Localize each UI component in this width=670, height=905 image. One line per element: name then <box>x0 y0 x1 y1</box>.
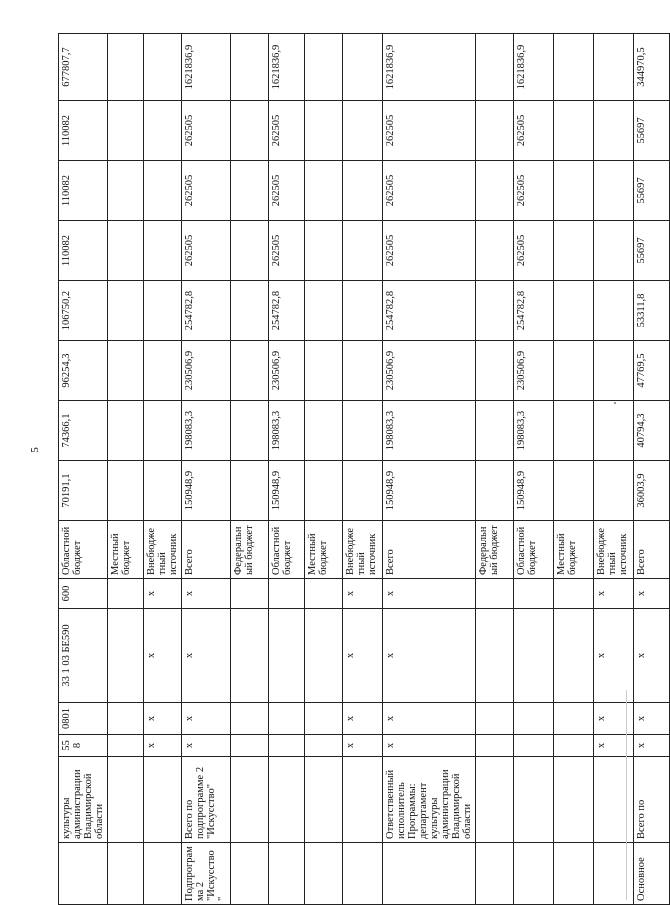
cell-vr: 600 <box>59 579 108 609</box>
cell-y2018: 254782,8 <box>514 281 554 341</box>
cell-y2016 <box>305 401 343 461</box>
cell-vr <box>554 579 594 609</box>
cell-rzpr <box>305 703 343 735</box>
table-row <box>59 34 108 905</box>
cell-name <box>269 843 305 905</box>
cell-name <box>343 843 383 905</box>
cell-y2019: 262505 <box>383 221 476 281</box>
cell-y2015: 150948,9 <box>514 461 554 521</box>
cell-responsible <box>554 757 594 843</box>
cell-vr: x <box>343 579 383 609</box>
cell-y2021: 262505 <box>514 101 554 161</box>
cell-name <box>594 843 634 905</box>
cell-y2020 <box>343 161 383 221</box>
cell-y2020: 110082 <box>59 161 108 221</box>
table-row <box>144 34 182 905</box>
cell-y2016: 74366,1 <box>59 401 108 461</box>
cell-source: Местный бюджет <box>554 521 594 579</box>
cell-grbs <box>305 735 343 757</box>
cell-name <box>108 843 144 905</box>
cell-y2017: 230506,9 <box>182 341 231 401</box>
cell-total <box>554 34 594 101</box>
cell-y2021 <box>231 101 269 161</box>
cell-grbs: x <box>144 735 182 757</box>
cell-rzpr <box>476 703 514 735</box>
cell-y2020: 55697 <box>634 161 670 221</box>
table-row <box>269 34 305 905</box>
cell-rzpr: 0801 <box>59 703 108 735</box>
cell-total: 1621836,9 <box>182 34 231 101</box>
cell-y2015: 150948,9 <box>182 461 231 521</box>
cell-responsible <box>476 757 514 843</box>
cell-name <box>383 843 476 905</box>
cell-responsible <box>305 757 343 843</box>
cell-y2021: 55697 <box>634 101 670 161</box>
table-row <box>108 34 144 905</box>
cell-vr <box>231 579 269 609</box>
cell-grbs <box>231 735 269 757</box>
cell-vr <box>476 579 514 609</box>
cell-source: Внебюджетный источник <box>343 521 383 579</box>
cell-responsible <box>108 757 144 843</box>
binder-line <box>626 690 627 900</box>
cell-name <box>231 843 269 905</box>
cell-grbs <box>554 735 594 757</box>
cell-grbs <box>514 735 554 757</box>
cell-y2021: 262505 <box>182 101 231 161</box>
cell-vr: x <box>182 579 231 609</box>
cell-name: Основное <box>634 843 670 905</box>
cell-csr: x <box>343 609 383 703</box>
cell-source: Местный бюджет <box>305 521 343 579</box>
cell-y2019 <box>108 221 144 281</box>
cell-csr <box>231 609 269 703</box>
cell-name <box>59 843 108 905</box>
cell-y2016: 198083,3 <box>269 401 305 461</box>
table-row <box>182 34 231 905</box>
table-row <box>231 34 269 905</box>
cell-y2019 <box>476 221 514 281</box>
cell-csr <box>514 609 554 703</box>
cell-y2015 <box>343 461 383 521</box>
cell-y2020 <box>594 161 634 221</box>
cell-y2019: 110082 <box>59 221 108 281</box>
cell-name: Подпрограмма 2 "Искусство" <box>182 843 231 905</box>
cell-y2017 <box>144 341 182 401</box>
cell-vr <box>305 579 343 609</box>
cell-total <box>305 34 343 101</box>
cell-vr <box>269 579 305 609</box>
cell-total <box>144 34 182 101</box>
table-row <box>554 34 594 905</box>
cell-grbs: x <box>383 735 476 757</box>
cell-total: 1621836,9 <box>269 34 305 101</box>
cell-total: 677807,7 <box>59 34 108 101</box>
cell-csr: x <box>594 609 634 703</box>
table-row <box>514 34 554 905</box>
cell-y2018: 254782,8 <box>383 281 476 341</box>
cell-y2015 <box>554 461 594 521</box>
cell-y2018 <box>305 281 343 341</box>
cell-total: 1621836,9 <box>514 34 554 101</box>
cell-responsible <box>594 757 634 843</box>
cell-y2015: 150948,9 <box>383 461 476 521</box>
cell-y2018: 53311,8 <box>634 281 670 341</box>
cell-csr: x <box>634 609 670 703</box>
cell-y2017 <box>343 341 383 401</box>
page-number: 5 <box>29 447 41 453</box>
cell-csr <box>269 609 305 703</box>
cell-y2015 <box>144 461 182 521</box>
cell-y2020: 262505 <box>514 161 554 221</box>
table-row <box>634 34 670 905</box>
cell-y2015: 150948,9 <box>269 461 305 521</box>
cell-y2019 <box>305 221 343 281</box>
cell-csr <box>305 609 343 703</box>
cell-y2019 <box>343 221 383 281</box>
cell-y2015 <box>594 461 634 521</box>
cell-y2021: 262505 <box>269 101 305 161</box>
cell-rzpr <box>554 703 594 735</box>
cell-y2016 <box>144 401 182 461</box>
cell-y2017: 96254,3 <box>59 341 108 401</box>
cell-source: Федеральный бюджет <box>231 521 269 579</box>
cell-y2019: 262505 <box>514 221 554 281</box>
cell-y2020 <box>554 161 594 221</box>
table-row <box>305 34 343 905</box>
cell-y2019 <box>231 221 269 281</box>
table-row <box>476 34 514 905</box>
cell-rzpr: x <box>144 703 182 735</box>
cell-y2019: 262505 <box>269 221 305 281</box>
cell-rzpr: x <box>634 703 670 735</box>
cell-csr <box>476 609 514 703</box>
cell-y2019 <box>554 221 594 281</box>
cell-rzpr: x <box>343 703 383 735</box>
cell-responsible <box>343 757 383 843</box>
cell-y2020 <box>476 161 514 221</box>
cell-source: Областной бюджет <box>59 521 108 579</box>
cell-y2015 <box>476 461 514 521</box>
cell-y2016 <box>554 401 594 461</box>
cell-source: Всего <box>383 521 476 579</box>
cell-grbs <box>269 735 305 757</box>
rotated-table-sheet <box>58 0 647 905</box>
cell-y2019 <box>594 221 634 281</box>
cell-grbs <box>108 735 144 757</box>
cell-y2020 <box>231 161 269 221</box>
cell-y2017 <box>594 341 634 401</box>
cell-vr <box>514 579 554 609</box>
cell-name <box>144 843 182 905</box>
table-row <box>594 34 634 905</box>
cell-y2018: 254782,8 <box>269 281 305 341</box>
cell-rzpr <box>231 703 269 735</box>
cell-y2015 <box>231 461 269 521</box>
cell-total <box>594 34 634 101</box>
cell-y2018 <box>554 281 594 341</box>
cell-csr <box>108 609 144 703</box>
cell-y2021 <box>594 101 634 161</box>
cell-y2021 <box>554 101 594 161</box>
cell-name <box>305 843 343 905</box>
cell-name <box>514 843 554 905</box>
cell-grbs: x <box>343 735 383 757</box>
cell-y2015 <box>108 461 144 521</box>
cell-y2019 <box>144 221 182 281</box>
cell-y2018 <box>108 281 144 341</box>
cell-responsible: Всего по <box>634 757 670 843</box>
cell-y2020: 262505 <box>383 161 476 221</box>
cell-source: Внебюджетный источник <box>594 521 634 579</box>
cell-y2017: 47769,5 <box>634 341 670 401</box>
cell-y2021 <box>108 101 144 161</box>
cell-source: Местный бюджет <box>108 521 144 579</box>
cell-rzpr <box>269 703 305 735</box>
cell-y2017 <box>554 341 594 401</box>
cell-grbs <box>476 735 514 757</box>
cell-y2020 <box>108 161 144 221</box>
cell-vr: x <box>634 579 670 609</box>
table-row <box>383 34 476 905</box>
cell-y2020 <box>144 161 182 221</box>
cell-total: 344970,5 <box>634 34 670 101</box>
cell-total <box>476 34 514 101</box>
cell-y2021 <box>305 101 343 161</box>
cell-y2015 <box>305 461 343 521</box>
cell-name <box>476 843 514 905</box>
cell-responsible: Ответственный исполнитель Программы: департамент культуры администрации Владимирской области <box>383 757 476 843</box>
cell-y2018 <box>144 281 182 341</box>
cell-total <box>108 34 144 101</box>
cell-y2016: 40794,3 <box>634 401 670 461</box>
cell-csr: 33 1 03 БЕ590 <box>59 609 108 703</box>
cell-csr: x <box>182 609 231 703</box>
cell-y2018 <box>594 281 634 341</box>
cell-y2016 <box>343 401 383 461</box>
cell-y2017: 230506,9 <box>383 341 476 401</box>
cell-csr: x <box>144 609 182 703</box>
cell-y2016 <box>108 401 144 461</box>
cell-y2016 <box>231 401 269 461</box>
cell-y2017: 230506,9 <box>269 341 305 401</box>
cell-y2019: 55697 <box>634 221 670 281</box>
cell-y2017 <box>305 341 343 401</box>
cell-y2016: 198083,3 <box>514 401 554 461</box>
cell-y2021 <box>343 101 383 161</box>
cell-y2021: 262505 <box>383 101 476 161</box>
cell-total: 1621836,9 <box>383 34 476 101</box>
cell-grbs: x <box>594 735 634 757</box>
cell-y2018 <box>343 281 383 341</box>
cell-csr <box>554 609 594 703</box>
cell-rzpr: x <box>383 703 476 735</box>
cell-source: Всего <box>182 521 231 579</box>
cell-y2020: 262505 <box>269 161 305 221</box>
cell-y2016: 198083,3 <box>182 401 231 461</box>
cell-name <box>554 843 594 905</box>
budget-table <box>58 33 670 905</box>
cell-source: Внебюджетный источник <box>144 521 182 579</box>
cell-responsible <box>144 757 182 843</box>
cell-source: Областной бюджет <box>514 521 554 579</box>
cell-y2021 <box>144 101 182 161</box>
cell-rzpr: x <box>182 703 231 735</box>
cell-y2021: 110082 <box>59 101 108 161</box>
cell-y2020: 262505 <box>182 161 231 221</box>
cell-responsible <box>514 757 554 843</box>
cell-y2018: 106750,2 <box>59 281 108 341</box>
cell-grbs: 558 <box>59 735 108 757</box>
cell-rzpr <box>108 703 144 735</box>
table-row <box>343 34 383 905</box>
cell-vr: x <box>383 579 476 609</box>
cell-y2017 <box>108 341 144 401</box>
cell-y2016 <box>594 401 634 461</box>
cell-csr: x <box>383 609 476 703</box>
cell-source: Областной бюджет <box>269 521 305 579</box>
cell-rzpr: x <box>594 703 634 735</box>
cell-vr: x <box>144 579 182 609</box>
cell-y2015: 70191,1 <box>59 461 108 521</box>
cell-source: Всего <box>634 521 670 579</box>
cell-responsible: Всего по подпрограмме 2 "Искусство" <box>182 757 231 843</box>
cell-y2016: 198083,3 <box>383 401 476 461</box>
cell-total <box>231 34 269 101</box>
cell-y2019: 262505 <box>182 221 231 281</box>
cell-y2017 <box>476 341 514 401</box>
cell-y2015: 36003,9 <box>634 461 670 521</box>
cell-y2021 <box>476 101 514 161</box>
cell-source: Федеральный бюджет <box>476 521 514 579</box>
cell-responsible <box>231 757 269 843</box>
cell-vr <box>108 579 144 609</box>
cell-y2018: 254782,8 <box>182 281 231 341</box>
scan-mark <box>614 402 616 404</box>
cell-total <box>343 34 383 101</box>
cell-grbs: x <box>634 735 670 757</box>
cell-responsible <box>269 757 305 843</box>
cell-y2018 <box>476 281 514 341</box>
cell-grbs: x <box>182 735 231 757</box>
cell-y2020 <box>305 161 343 221</box>
cell-responsible: культуры администрации Владимирской области <box>59 757 108 843</box>
cell-vr: x <box>594 579 634 609</box>
cell-y2016 <box>476 401 514 461</box>
cell-y2017: 230506,9 <box>514 341 554 401</box>
cell-rzpr <box>514 703 554 735</box>
cell-y2018 <box>231 281 269 341</box>
cell-y2017 <box>231 341 269 401</box>
